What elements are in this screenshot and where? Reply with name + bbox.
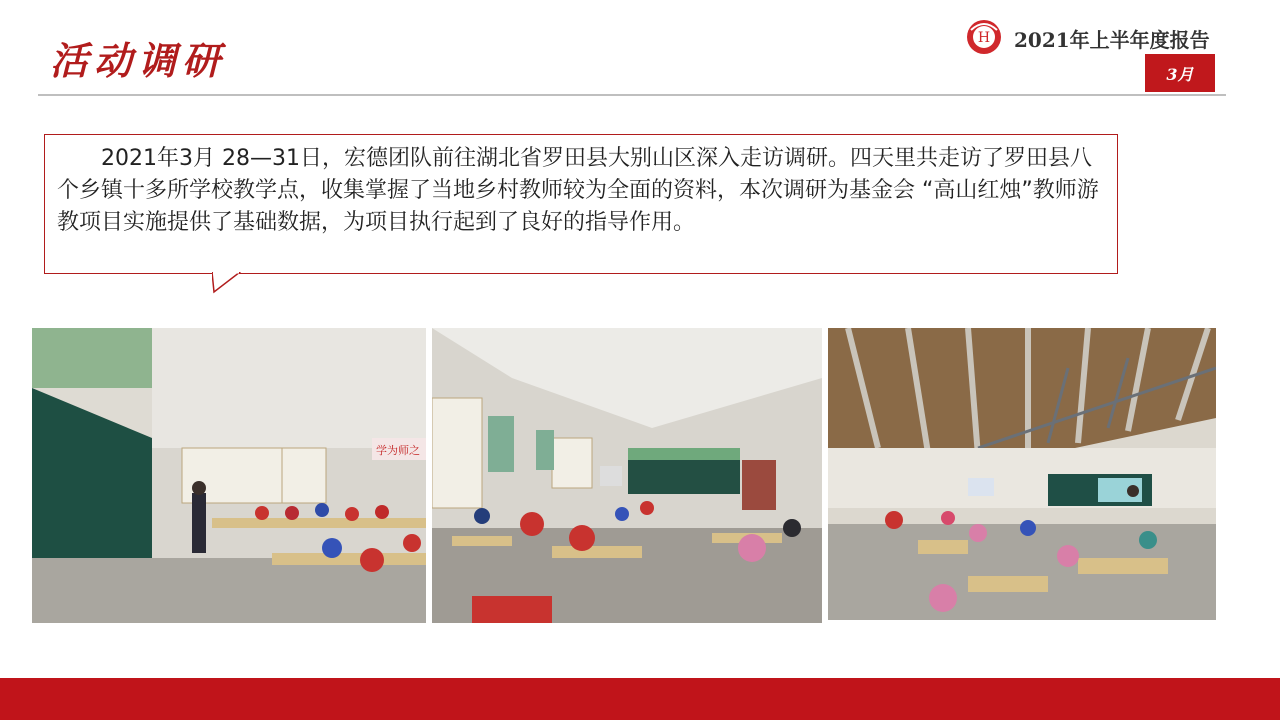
foundation-logo bbox=[965, 18, 1003, 56]
footer-bar bbox=[0, 678, 1280, 720]
description-callout: 2021年3月 28—31日，宏德团队前往湖北省罗田县大别山区深入走访调研。四天里共走访了罗田县八个乡镇十多所学校教学点，收集掌握了当地乡村教师较为全面的资料，本次调研为基金会 “高山红烛”教师游教项目实施提供了基础数据，为项目执行起到了良好的指导作用。 bbox=[44, 134, 1118, 274]
month-badge: 3月 bbox=[1145, 54, 1215, 92]
callout-tail bbox=[212, 272, 252, 294]
logo-letter: H bbox=[977, 30, 991, 46]
header-divider bbox=[38, 94, 1226, 96]
photo1-banner: 学为师之 bbox=[376, 444, 420, 457]
classroom-photo-1 bbox=[32, 328, 426, 623]
page-title: 活动调研 bbox=[50, 38, 227, 83]
classroom-photo-3 bbox=[828, 328, 1216, 620]
report-title: 2021年上半年度报告 bbox=[1014, 28, 1210, 52]
classroom-photo-2 bbox=[432, 328, 822, 623]
